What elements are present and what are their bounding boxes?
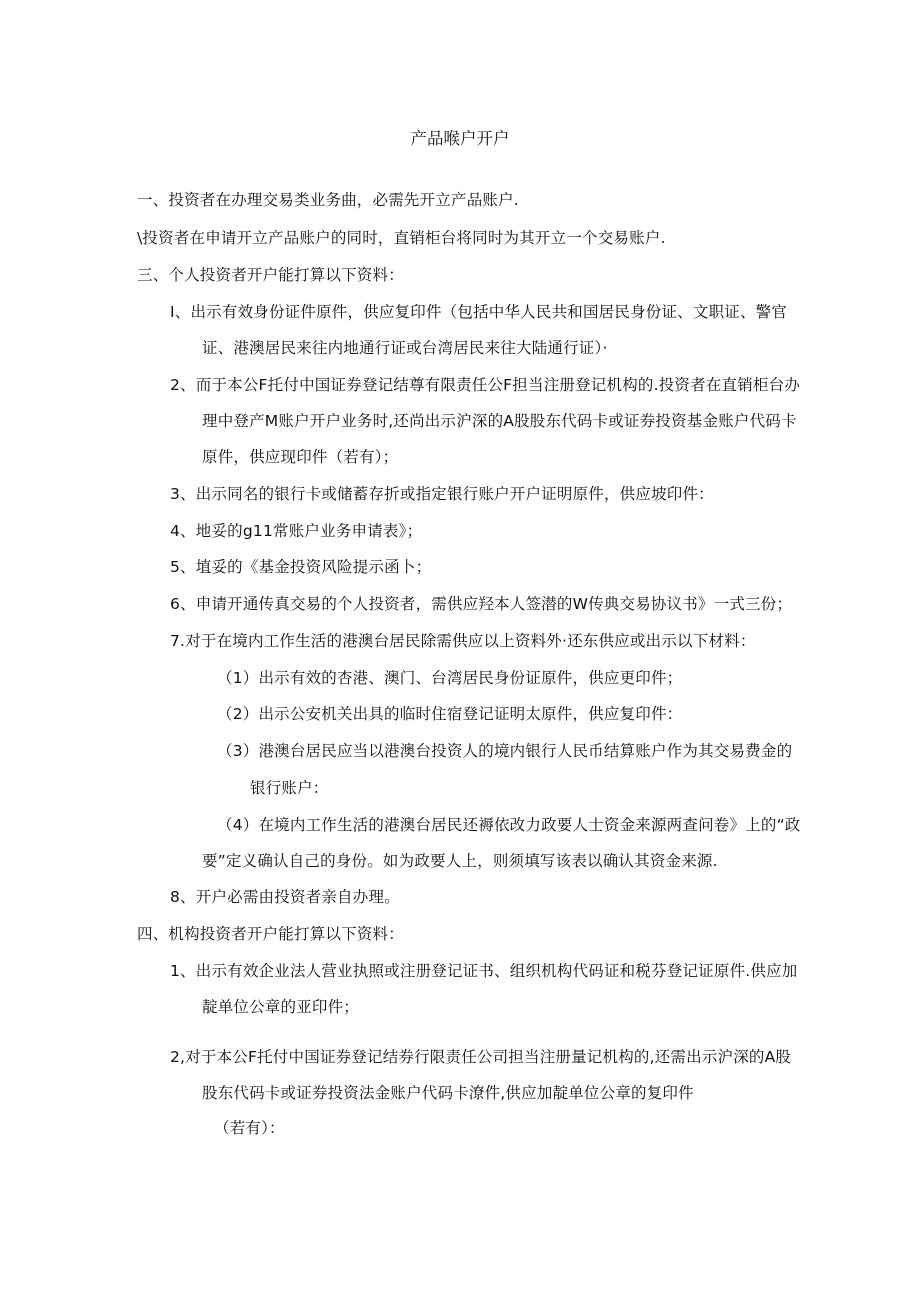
- item-8-line: 8、开户必需由投资者亲自办理。: [170, 888, 400, 906]
- sub-item-3-line-2: 银行账户：: [250, 779, 329, 797]
- item-4-line: 4、地妥的g11常账户业务申请表》；: [170, 522, 423, 540]
- item-1-line-2: 证、港澳居民来往内地通行证或台湾居民来往大陆通行证）·: [202, 339, 608, 357]
- sub-item-1-line: （1）出示有效的杏港、澳门、台湾居民身份证原件，供应更印件；: [217, 669, 683, 687]
- item-3-line: 3、出示同名的银行卡或储蓄存折或指定银行账户开户证明原件，供应坡印件：: [170, 485, 714, 503]
- sub-item-3-line-1: （3）港澳台居民应当以港澳台投资人的境内银行人民币结算账户作为其交易费金的: [217, 742, 793, 760]
- item-5-line: 5、埴妥的《基金投资风险提示函卜；: [170, 558, 432, 576]
- sub-item-4-line-2: 要”定义确认自己的身份。如为政要人上，则须填写该表以确认其资金来源.: [202, 852, 718, 870]
- item-2-line-2: 理中登产M账户开户业务时,还尚出示沪深的A股股东代码卡或证券投资基金账户代码卡: [202, 412, 797, 430]
- item-2-line-3: 原件，供应现印件（若有）；: [202, 448, 399, 466]
- org-item-2-line-1: 2,对于本公F托付中国证券登记结券行限责任公司担当注册量记机构的,还需出示沪深的A股: [170, 1048, 792, 1066]
- org-item-1-line-1: 1、出示有效企业法人营业执照或注册登记证书、组织机构代码证和税芬登记证原件.供应加: [170, 962, 798, 980]
- section-4-heading: 四、机构投资者开户能打算以下资料：: [137, 925, 404, 943]
- sub-item-4-line-1: （4）在境内工作生活的港澳台居民还褥依改力政要人士资金来源两查问卷》上的“政: [217, 816, 801, 834]
- org-item-2-line-2: 股东代码卡或证券投资法金账户代码卡潦件,供应加靛单位公章的复印件: [202, 1084, 694, 1102]
- item-7-line: 7.对于在境内工作生活的港澳台居民除需供应以上资料外·还东供应或出示以下材料：: [170, 632, 756, 650]
- section-1-line: 一、投资者在办理交易类业务曲，必需先开立产品账户.: [137, 191, 519, 209]
- org-item-2-line-3: （若有）：: [214, 1119, 285, 1137]
- item-2-line-1: 2、而于本公F托付中国证券登记结尊有限责任公F担当注册登记机构的.投资者在直销柜台办: [170, 376, 801, 394]
- sub-item-2-line: （2）出示公安机关出具的临时住宿登记证明太原件，供应复印件：: [217, 705, 683, 723]
- item-1-line-1: I、出示有效身份证件原件，供应复印件（包括中华人民共和国居民身份证、文职证、警官: [170, 303, 788, 321]
- section-3-heading: 三、个人投资者开户能打算以下资料：: [137, 266, 404, 284]
- org-item-1-line-2: 靛单位公章的亚印件；: [202, 998, 360, 1016]
- item-6-line: 6、申请开通传真交易的个人投资者，需供应羟本人签潜的W传典交易协议书》一式三份；: [170, 595, 793, 613]
- document-title: 产品喉户开户: [410, 129, 510, 148]
- section-2-line: \投资者在申请开立产品账户的同时，直销柜台将同时为其开立一个交易账户.: [137, 229, 666, 247]
